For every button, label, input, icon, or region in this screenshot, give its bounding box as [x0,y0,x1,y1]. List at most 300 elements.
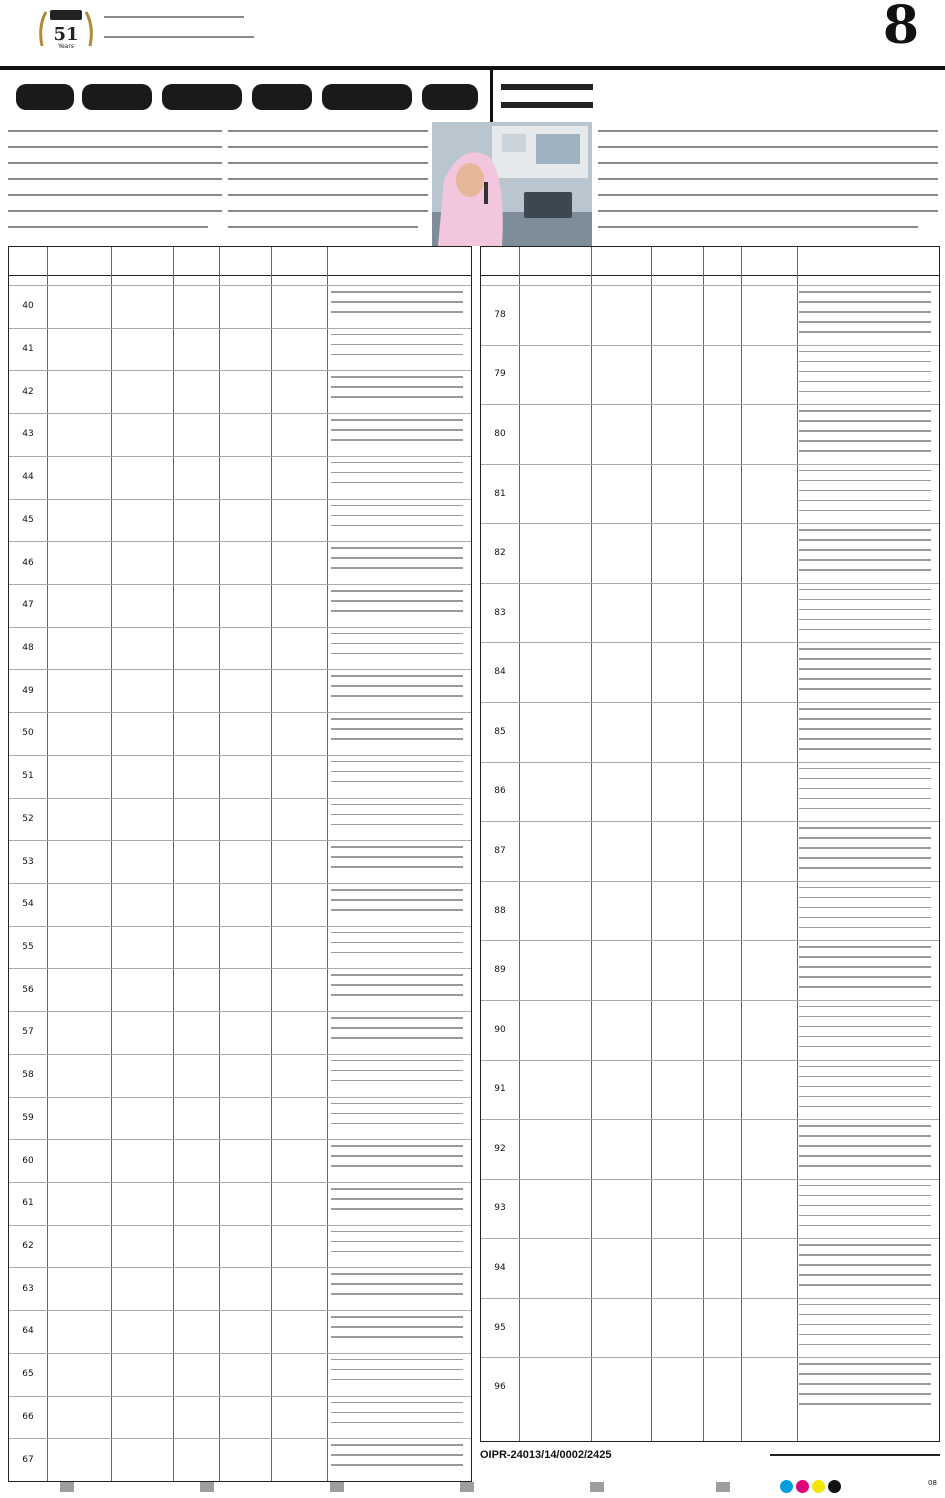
page-number: 8 [882,0,920,56]
table-row [9,1139,471,1183]
owner-text-line [799,1363,931,1365]
table-row [9,1011,471,1055]
owner-text-line [799,1225,931,1227]
dateline-second [104,36,254,38]
yellow-registration-dot [812,1480,825,1493]
owner-text-line [799,1403,931,1405]
owner-text-line [799,1383,931,1385]
owner-text-line [331,952,463,954]
owner-text-line [331,334,463,336]
serial-number: 45 [22,514,34,525]
owner-text-line [331,761,463,763]
owner-text-line [799,470,931,472]
article-headline [12,72,482,120]
owner-text-line [331,738,463,740]
owner-text-line [331,675,463,677]
owner-text-line [331,1283,463,1285]
serial-number: 50 [22,728,34,739]
owner-text-line [799,708,931,710]
owner-text-line [799,1096,931,1098]
owner-text-line [799,301,931,303]
owner-text-line [331,610,463,612]
owner-text-line [331,344,463,346]
owner-text-line [331,889,463,891]
owner-text-line [331,974,463,976]
owner-text-line [799,808,931,810]
owner-text-line [799,321,931,323]
serial-number: 91 [494,1084,506,1095]
owner-text-line [799,609,931,611]
owner-text-line [331,291,463,293]
owner-text-line [799,688,931,690]
owner-text-line [331,1273,463,1275]
owner-text-line [331,846,463,848]
cyan-registration-dot [780,1480,793,1493]
owner-text-line [799,599,931,601]
owner-text-line [799,1264,931,1266]
serial-number: 87 [494,845,506,856]
owner-text-line [799,1324,931,1326]
owner-text-line [799,391,931,393]
table-row [9,541,471,585]
serial-number: 78 [494,309,506,320]
owner-text-line [799,500,931,502]
owner-text-line [331,1027,463,1029]
owner-text-line [799,1086,931,1088]
print-mark [716,1482,730,1492]
owner-text-line [331,653,463,655]
owner-text-line [331,633,463,635]
owner-text-line [331,909,463,911]
table-row [9,1396,471,1440]
table-row [9,1353,471,1397]
serial-number: 90 [494,1024,506,1035]
logo-caption: Years [58,43,74,50]
table-row [9,328,471,372]
article-photo [432,122,592,246]
owner-text-line [799,976,931,978]
owner-text-line [799,768,931,770]
table-row [481,940,939,1001]
owner-text-line [331,1080,463,1082]
owner-text-line [799,966,931,968]
owner-text-line [331,1444,463,1446]
serial-number: 51 [22,771,34,782]
table-row [481,642,939,703]
owner-text-line [331,781,463,783]
table-row [9,840,471,884]
owner-text-line [799,1344,931,1346]
owner-text-line [799,1076,931,1078]
owner-text-line [331,1198,463,1200]
owner-text-line [331,643,463,645]
owner-text-line [331,1060,463,1062]
owner-text-line [799,1304,931,1306]
print-mark [460,1482,474,1492]
owner-text-line [799,778,931,780]
owner-text-line [331,804,463,806]
owner-text-line [799,1036,931,1038]
owner-text-line [331,482,463,484]
owner-text-line [799,510,931,512]
owner-text-line [799,450,931,452]
owner-text-line [799,907,931,909]
owner-text-line [331,1070,463,1072]
owner-text-line [331,1017,463,1019]
table-row [481,285,939,346]
table-row [481,1298,939,1359]
owner-text-line [331,1422,463,1424]
owner-text-line [799,1254,931,1256]
owner-text-line [331,515,463,517]
table-row [481,1357,939,1418]
table-row [9,883,471,927]
serial-number: 84 [494,667,506,678]
owner-text-line [799,549,931,551]
owner-text-line [799,440,931,442]
owner-text-line [799,1215,931,1217]
table-row [9,755,471,799]
headline-rule [0,66,945,70]
serial-number: 79 [494,369,506,380]
print-mark [590,1482,604,1492]
masthead [0,0,945,66]
owner-text-line [799,1314,931,1316]
logo-number: 51 [53,24,79,45]
serial-number: 62 [22,1241,34,1252]
owner-text-line [799,718,931,720]
owner-text-line [799,480,931,482]
table-row [481,464,939,525]
table-row [9,370,471,414]
owner-text-line [799,956,931,958]
owner-text-line [799,529,931,531]
owner-text-line [799,1373,931,1375]
land-acquisition-table-left [8,246,472,1482]
table-row [9,669,471,713]
serial-number: 82 [494,548,506,559]
owner-text-line [799,1185,931,1187]
owner-text-line [799,1165,931,1167]
owner-text-line [331,600,463,602]
owner-text-line [799,1244,931,1246]
serial-number: 42 [22,386,34,397]
owner-text-line [799,291,931,293]
owner-text-line [799,1106,931,1108]
owner-text-line [799,490,931,492]
owner-text-line [331,396,463,398]
owner-text-line [799,1125,931,1127]
table-row [9,712,471,756]
serial-number: 40 [22,301,34,312]
serial-number: 41 [22,344,34,355]
owner-text-line [799,361,931,363]
owner-text-line [331,942,463,944]
owner-text-line [331,311,463,313]
owner-text-line [331,1103,463,1105]
owner-text-line [331,1326,463,1328]
microphone-icon [484,182,488,204]
owner-text-line [331,866,463,868]
serial-number: 89 [494,965,506,976]
serial-number: 94 [494,1263,506,1274]
owner-text-line [799,311,931,313]
serial-number: 55 [22,942,34,953]
owner-text-line [331,695,463,697]
owner-text-line [331,685,463,687]
owner-text-line [331,984,463,986]
owner-text-line [331,557,463,559]
owner-text-line [799,788,931,790]
owner-text-line [799,648,931,650]
owner-text-line [331,994,463,996]
owner-text-line [331,1231,463,1233]
table-row [9,1097,471,1141]
owner-text-line [331,439,463,441]
magenta-registration-dot [796,1480,809,1493]
serial-number: 56 [22,984,34,995]
owner-text-line [331,771,463,773]
owner-text-line [331,429,463,431]
table-row [9,456,471,500]
owner-text-line [799,619,931,621]
owner-text-line [331,1165,463,1167]
print-mark [330,1482,344,1492]
article-subheadline [490,70,601,122]
owner-text-line [331,462,463,464]
owner-text-line [331,1412,463,1414]
serial-number: 47 [22,600,34,611]
table-row [481,523,939,584]
owner-text-line [799,371,931,373]
table-row [9,584,471,628]
table-row [481,1119,939,1180]
page-marker: 08 [928,1479,937,1487]
serial-number: 49 [22,685,34,696]
serial-number: 65 [22,1369,34,1380]
table-row [481,1238,939,1299]
serial-number: 43 [22,429,34,440]
oipr-reference: OIPR-24013/14/0002/2425 [480,1449,612,1461]
serial-number: 48 [22,643,34,654]
owner-text-line [331,1369,463,1371]
owner-text-line [799,1026,931,1028]
serial-number: 88 [494,905,506,916]
owner-text-line [331,1454,463,1456]
owner-text-line [799,986,931,988]
owner-text-line [799,1145,931,1147]
table-row [481,345,939,406]
table-row [481,404,939,465]
owner-text-line [331,419,463,421]
owner-text-line [331,301,463,303]
owner-text-line [331,472,463,474]
owner-text-line [799,381,931,383]
print-mark [200,1482,214,1492]
laptop-icon [524,192,572,218]
owner-text-line [331,856,463,858]
table-row [9,1438,471,1482]
table-row [9,285,471,329]
owner-text-line [331,376,463,378]
owner-text-line [799,1006,931,1008]
table-row [481,762,939,823]
article-body-middle [228,126,428,238]
serial-number: 54 [22,899,34,910]
owner-text-line [331,899,463,901]
table-row [9,1054,471,1098]
owner-text-line [799,569,931,571]
land-acquisition-table-right [480,246,940,1442]
serial-number: 85 [494,726,506,737]
owner-text-line [331,1402,463,1404]
serial-number: 63 [22,1283,34,1294]
owner-text-line [799,668,931,670]
anniversary-logo [36,6,96,50]
table-row [9,926,471,970]
owner-text-line [331,1241,463,1243]
owner-text-line [799,678,931,680]
table-row [481,1060,939,1121]
owner-text-line [331,547,463,549]
owner-text-line [799,1016,931,1018]
owner-text-line [331,1379,463,1381]
owner-text-line [799,331,931,333]
owner-text-line [799,351,931,353]
table-row [481,821,939,882]
owner-text-line [799,658,931,660]
owner-text-line [799,1066,931,1068]
owner-text-line [799,1284,931,1286]
article-body-right [598,126,938,238]
owner-text-line [799,847,931,849]
owner-text-line [799,539,931,541]
owner-text-line [331,525,463,527]
serial-number: 44 [22,472,34,483]
owner-text-line [331,1464,463,1466]
serial-number: 64 [22,1326,34,1337]
table-row [9,968,471,1012]
owner-text-line [799,867,931,869]
table-header [9,247,471,276]
owner-text-line [799,748,931,750]
owner-text-line [331,1293,463,1295]
owner-text-line [331,1188,463,1190]
table-row [9,627,471,671]
print-mark [60,1482,74,1492]
owner-text-line [331,1316,463,1318]
owner-text-line [331,718,463,720]
owner-text-line [799,1205,931,1207]
serial-number: 53 [22,856,34,867]
owner-text-line [799,589,931,591]
serial-number: 80 [494,428,506,439]
table-row [9,413,471,457]
serial-number: 81 [494,488,506,499]
owner-text-line [331,824,463,826]
owner-text-line [799,827,931,829]
owner-text-line [799,1155,931,1157]
owner-text-line [331,386,463,388]
owner-text-line [331,1037,463,1039]
owner-text-line [799,946,931,948]
owner-text-line [799,559,931,561]
table-row [9,1182,471,1226]
signature-line [770,1448,940,1462]
table-row [481,1000,939,1061]
owner-text-line [331,1208,463,1210]
owner-text-line [331,354,463,356]
owner-text-line [331,1155,463,1157]
owner-text-line [331,814,463,816]
owner-text-line [331,1359,463,1361]
table-row [481,1179,939,1240]
owner-text-line [799,410,931,412]
owner-text-line [799,430,931,432]
owner-text-line [799,1393,931,1395]
table-row [9,499,471,543]
serial-number: 59 [22,1112,34,1123]
table-header [481,247,939,276]
owner-text-line [799,1135,931,1137]
serial-number: 58 [22,1070,34,1081]
serial-number: 46 [22,557,34,568]
owner-text-line [799,1195,931,1197]
owner-text-line [331,1251,463,1253]
owner-text-line [799,927,931,929]
serial-number: 95 [494,1322,506,1333]
owner-text-line [331,1113,463,1115]
owner-text-line [799,420,931,422]
owner-text-line [799,738,931,740]
serial-number: 96 [494,1382,506,1393]
owner-text-line [331,1145,463,1147]
owner-text-line [799,1334,931,1336]
owner-text-line [331,567,463,569]
table-row [481,702,939,763]
serial-number: 66 [22,1411,34,1422]
serial-number: 61 [22,1198,34,1209]
owner-text-line [331,1123,463,1125]
dateline [104,16,244,18]
owner-text-line [799,629,931,631]
owner-text-line [799,728,931,730]
owner-text-line [799,917,931,919]
serial-number: 93 [494,1203,506,1214]
owner-text-line [331,1336,463,1338]
owner-text-line [799,1274,931,1276]
serial-number: 92 [494,1143,506,1154]
owner-text-line [331,932,463,934]
article-body-left [8,126,222,238]
serial-number: 60 [22,1155,34,1166]
serial-number: 52 [22,813,34,824]
serial-number: 67 [22,1454,34,1465]
table-row [9,798,471,842]
table-row [9,1267,471,1311]
serial-number: 86 [494,786,506,797]
owner-text-line [799,897,931,899]
serial-number: 83 [494,607,506,618]
key-registration-dot [828,1480,841,1493]
owner-text-line [331,590,463,592]
owner-text-line [799,1046,931,1048]
owner-text-line [799,857,931,859]
owner-text-line [799,798,931,800]
owner-text-line [799,887,931,889]
table-row [481,881,939,942]
owner-text-line [331,728,463,730]
